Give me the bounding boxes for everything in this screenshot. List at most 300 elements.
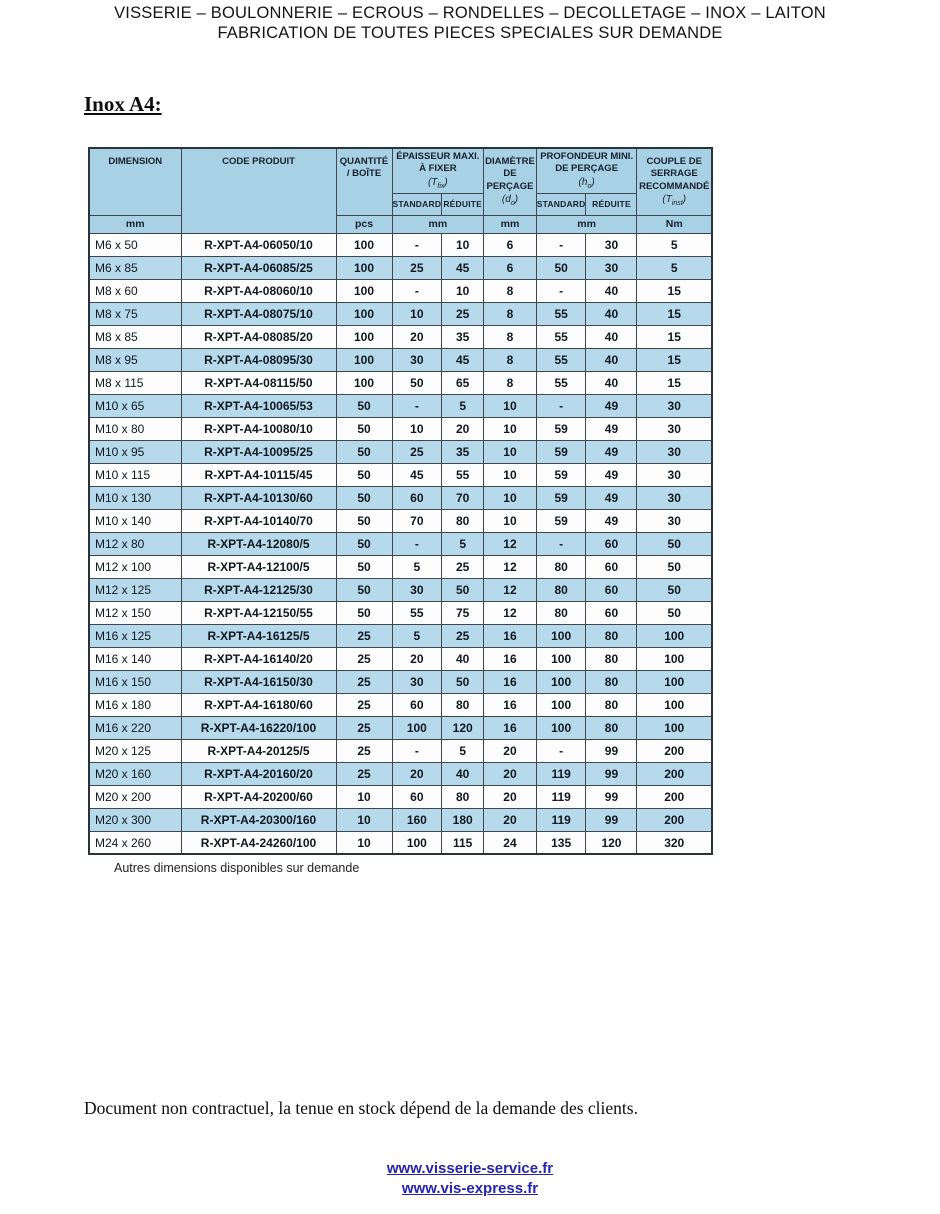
cell-profondeur-reduite: 120: [586, 831, 637, 854]
cell-couple: 5: [637, 256, 712, 279]
cell-code-produit: R-XPT-A4-12125/30: [181, 578, 336, 601]
cell-profondeur-standard: 100: [536, 670, 586, 693]
cell-profondeur-standard: 119: [536, 762, 586, 785]
cell-dimension: M16 x 220: [89, 716, 181, 739]
cell-couple: 30: [637, 486, 712, 509]
cell-couple: 100: [637, 693, 712, 716]
cell-epaisseur-reduite: 180: [442, 808, 484, 831]
cell-profondeur-standard: 59: [536, 463, 586, 486]
cell-profondeur-standard: 55: [536, 371, 586, 394]
table-row: [89, 348, 712, 371]
cell-profondeur-standard: 55: [536, 325, 586, 348]
cell-profondeur-standard: 59: [536, 486, 586, 509]
cell-diametre: 16: [484, 624, 537, 647]
cell-epaisseur-standard: 30: [392, 348, 442, 371]
cell-diametre: 12: [484, 555, 537, 578]
cell-profondeur-reduite: 99: [586, 739, 637, 762]
cell-profondeur-reduite: 99: [586, 808, 637, 831]
cell-profondeur-reduite: 40: [586, 279, 637, 302]
cell-code-produit: R-XPT-A4-20300/160: [181, 808, 336, 831]
cell-quantite: 100: [336, 233, 392, 256]
cell-couple: 15: [637, 348, 712, 371]
cell-epaisseur-standard: -: [392, 532, 442, 555]
cell-quantite: 50: [336, 486, 392, 509]
cell-code-produit: R-XPT-A4-16125/5: [181, 624, 336, 647]
cell-epaisseur-reduite: 5: [442, 739, 484, 762]
cell-epaisseur-reduite: 25: [442, 624, 484, 647]
cell-couple: 200: [637, 785, 712, 808]
cell-epaisseur-standard: 60: [392, 785, 442, 808]
cell-quantite: 50: [336, 509, 392, 532]
cell-quantite: 100: [336, 371, 392, 394]
cell-couple: 30: [637, 463, 712, 486]
cell-quantite: 25: [336, 716, 392, 739]
cell-dimension: M16 x 150: [89, 670, 181, 693]
cell-couple: 100: [637, 670, 712, 693]
cell-quantite: 100: [336, 325, 392, 348]
cell-code-produit: R-XPT-A4-06050/10: [181, 233, 336, 256]
cell-profondeur-reduite: 49: [586, 463, 637, 486]
cell-diametre: 8: [484, 371, 537, 394]
cell-diametre: 10: [484, 394, 537, 417]
cell-profondeur-standard: 80: [536, 555, 586, 578]
cell-dimension: M8 x 95: [89, 348, 181, 371]
cell-epaisseur-standard: -: [392, 394, 442, 417]
col-header-couple: COUPLE DE SERRAGE RECOMMANDÉ $(T_{inst})$: [637, 148, 712, 215]
cell-profondeur-standard: -: [536, 532, 586, 555]
cell-dimension: M20 x 300: [89, 808, 181, 831]
cell-profondeur-standard: 55: [536, 302, 586, 325]
footer-links: [0, 1159, 940, 1200]
page-header: [0, 3, 940, 43]
cell-diametre: 10: [484, 463, 537, 486]
cell-dimension: M8 x 75: [89, 302, 181, 325]
col-header-epaisseur: ÉPAISSEUR MAXI. À FIXER $(T_{fix})$: [392, 148, 484, 193]
cell-epaisseur-standard: 5: [392, 624, 442, 647]
cell-couple: 50: [637, 578, 712, 601]
cell-couple: 50: [637, 555, 712, 578]
cell-code-produit: R-XPT-A4-16140/20: [181, 647, 336, 670]
cell-dimension: M20 x 200: [89, 785, 181, 808]
cell-code-produit: R-XPT-A4-20200/60: [181, 785, 336, 808]
cell-code-produit: R-XPT-A4-20125/5: [181, 739, 336, 762]
subheader-epaisseur-reduite: RÉDUITE: [442, 193, 484, 215]
table-row: [89, 509, 712, 532]
cell-code-produit: R-XPT-A4-16150/30: [181, 670, 336, 693]
cell-profondeur-reduite: 80: [586, 670, 637, 693]
cell-diametre: 20: [484, 762, 537, 785]
product-table-container: [88, 147, 713, 855]
cell-profondeur-standard: 50: [536, 256, 586, 279]
cell-diametre: 16: [484, 693, 537, 716]
cell-diametre: 16: [484, 716, 537, 739]
col-header-code-produit: CODE PRODUIT: [181, 148, 336, 233]
cell-quantite: 25: [336, 693, 392, 716]
col-header-quantite: QUANTITÉ / BOÎTE: [336, 148, 392, 215]
cell-epaisseur-standard: 50: [392, 371, 442, 394]
table-row: [89, 831, 712, 854]
table-row: [89, 624, 712, 647]
cell-diametre: 12: [484, 578, 537, 601]
table-note: Autres dimensions disponibles sur demande: [114, 861, 360, 875]
cell-code-produit: R-XPT-A4-10080/10: [181, 417, 336, 440]
table-row: [89, 762, 712, 785]
cell-profondeur-reduite: 99: [586, 785, 637, 808]
cell-profondeur-standard: 119: [536, 785, 586, 808]
cell-quantite: 25: [336, 739, 392, 762]
cell-profondeur-reduite: 40: [586, 371, 637, 394]
subheader-profondeur-standard: STANDARD: [536, 193, 586, 215]
cell-dimension: M16 x 125: [89, 624, 181, 647]
cell-quantite: 100: [336, 302, 392, 325]
cell-diametre: 20: [484, 785, 537, 808]
cell-profondeur-standard: 100: [536, 624, 586, 647]
table-row: [89, 532, 712, 555]
cell-couple: 100: [637, 624, 712, 647]
cell-dimension: M12 x 150: [89, 601, 181, 624]
cell-dimension: M6 x 50: [89, 233, 181, 256]
cell-epaisseur-reduite: 55: [442, 463, 484, 486]
cell-couple: 100: [637, 716, 712, 739]
table-row: [89, 256, 712, 279]
cell-code-produit: R-XPT-A4-08060/10: [181, 279, 336, 302]
cell-code-produit: R-XPT-A4-10140/70: [181, 509, 336, 532]
cell-epaisseur-standard: 20: [392, 325, 442, 348]
cell-epaisseur-reduite: 115: [442, 831, 484, 854]
unit-epaisseur: mm: [392, 215, 484, 233]
cell-code-produit: R-XPT-A4-16180/60: [181, 693, 336, 716]
cell-epaisseur-standard: 55: [392, 601, 442, 624]
cell-profondeur-reduite: 60: [586, 532, 637, 555]
header-line-2: FABRICATION DE TOUTES PIECES SPECIALES SUR DEMANDE: [217, 24, 723, 43]
cell-epaisseur-reduite: 70: [442, 486, 484, 509]
cell-epaisseur-standard: 25: [392, 256, 442, 279]
cell-quantite: 50: [336, 532, 392, 555]
cell-diametre: 12: [484, 601, 537, 624]
cell-couple: 15: [637, 371, 712, 394]
table-row: [89, 578, 712, 601]
cell-couple: 50: [637, 532, 712, 555]
link-visserie-service[interactable]: www.visserie-service.fr: [386, 1160, 554, 1177]
cell-quantite: 25: [336, 624, 392, 647]
section-title: Inox A4:: [84, 92, 162, 116]
cell-epaisseur-standard: 60: [392, 693, 442, 716]
cell-epaisseur-reduite: 20: [442, 417, 484, 440]
cell-epaisseur-standard: 160: [392, 808, 442, 831]
cell-profondeur-standard: 119: [536, 808, 586, 831]
cell-code-produit: R-XPT-A4-08085/20: [181, 325, 336, 348]
cell-profondeur-standard: 100: [536, 693, 586, 716]
cell-profondeur-reduite: 49: [586, 486, 637, 509]
cell-quantite: 10: [336, 831, 392, 854]
table-row: [89, 785, 712, 808]
table-row: [89, 486, 712, 509]
symbol-tfix: $(T_{fix})$: [427, 176, 448, 190]
cell-couple: 15: [637, 279, 712, 302]
cell-dimension: M16 x 140: [89, 647, 181, 670]
cell-quantite: 50: [336, 440, 392, 463]
cell-dimension: M16 x 180: [89, 693, 181, 716]
cell-dimension: M10 x 115: [89, 463, 181, 486]
cell-code-produit: R-XPT-A4-20160/20: [181, 762, 336, 785]
table-row: [89, 693, 712, 716]
cell-profondeur-standard: 59: [536, 417, 586, 440]
cell-profondeur-reduite: 80: [586, 693, 637, 716]
cell-profondeur-reduite: 60: [586, 578, 637, 601]
table-row: [89, 808, 712, 831]
cell-epaisseur-reduite: 50: [442, 578, 484, 601]
cell-diametre: 10: [484, 509, 537, 532]
cell-quantite: 10: [336, 785, 392, 808]
cell-profondeur-reduite: 49: [586, 509, 637, 532]
cell-dimension: M20 x 125: [89, 739, 181, 762]
cell-profondeur-reduite: 99: [586, 762, 637, 785]
cell-profondeur-standard: 100: [536, 647, 586, 670]
cell-epaisseur-reduite: 10: [442, 279, 484, 302]
cell-epaisseur-standard: 30: [392, 578, 442, 601]
cell-dimension: M6 x 85: [89, 256, 181, 279]
cell-code-produit: R-XPT-A4-10095/25: [181, 440, 336, 463]
symbol-ho: $(h_o)$: [578, 176, 595, 190]
cell-couple: 5: [637, 233, 712, 256]
cell-dimension: M20 x 160: [89, 762, 181, 785]
cell-epaisseur-reduite: 25: [442, 555, 484, 578]
cell-quantite: 100: [336, 279, 392, 302]
cell-epaisseur-reduite: 80: [442, 693, 484, 716]
cell-quantite: 50: [336, 463, 392, 486]
cell-couple: 15: [637, 302, 712, 325]
cell-quantite: 10: [336, 808, 392, 831]
table-row: [89, 716, 712, 739]
cell-epaisseur-reduite: 40: [442, 762, 484, 785]
cell-epaisseur-reduite: 10: [442, 233, 484, 256]
cell-profondeur-reduite: 49: [586, 440, 637, 463]
cell-quantite: 50: [336, 394, 392, 417]
cell-diametre: 6: [484, 256, 537, 279]
cell-epaisseur-standard: 10: [392, 417, 442, 440]
cell-profondeur-reduite: 80: [586, 716, 637, 739]
cell-couple: 100: [637, 647, 712, 670]
cell-couple: 30: [637, 509, 712, 532]
cell-epaisseur-reduite: 5: [442, 394, 484, 417]
table-row: [89, 325, 712, 348]
cell-profondeur-standard: -: [536, 394, 586, 417]
cell-diametre: 10: [484, 486, 537, 509]
cell-epaisseur-standard: -: [392, 233, 442, 256]
unit-profondeur: mm: [536, 215, 637, 233]
cell-epaisseur-standard: 30: [392, 670, 442, 693]
cell-code-produit: R-XPT-A4-08075/10: [181, 302, 336, 325]
cell-quantite: 50: [336, 601, 392, 624]
cell-profondeur-standard: -: [536, 279, 586, 302]
table-row: [89, 601, 712, 624]
table-body: [89, 233, 712, 854]
cell-diametre: 10: [484, 440, 537, 463]
unit-dimension: mm: [89, 215, 181, 233]
cell-couple: 30: [637, 417, 712, 440]
cell-code-produit: R-XPT-A4-16220/100: [181, 716, 336, 739]
cell-code-produit: R-XPT-A4-10130/60: [181, 486, 336, 509]
cell-epaisseur-reduite: 80: [442, 509, 484, 532]
cell-epaisseur-standard: -: [392, 739, 442, 762]
cell-dimension: M8 x 60: [89, 279, 181, 302]
cell-profondeur-standard: 59: [536, 509, 586, 532]
cell-couple: 30: [637, 394, 712, 417]
cell-code-produit: R-XPT-A4-12080/5: [181, 532, 336, 555]
cell-epaisseur-reduite: 45: [442, 256, 484, 279]
table-row: [89, 279, 712, 302]
cell-profondeur-standard: -: [536, 739, 586, 762]
cell-code-produit: R-XPT-A4-10065/53: [181, 394, 336, 417]
cell-diametre: 20: [484, 739, 537, 762]
cell-profondeur-standard: 100: [536, 716, 586, 739]
cell-profondeur-reduite: 30: [586, 256, 637, 279]
cell-diametre: 8: [484, 325, 537, 348]
cell-profondeur-reduite: 40: [586, 325, 637, 348]
cell-couple: 15: [637, 325, 712, 348]
cell-quantite: 25: [336, 762, 392, 785]
cell-quantite: 25: [336, 647, 392, 670]
table-row: [89, 739, 712, 762]
cell-dimension: M10 x 80: [89, 417, 181, 440]
table-row: [89, 670, 712, 693]
cell-dimension: M8 x 85: [89, 325, 181, 348]
unit-couple: Nm: [637, 215, 712, 233]
table-row: [89, 417, 712, 440]
cell-profondeur-standard: 80: [536, 601, 586, 624]
subheader-epaisseur-standard: STANDARD: [392, 193, 442, 215]
table-row: [89, 371, 712, 394]
cell-profondeur-reduite: 80: [586, 647, 637, 670]
cell-couple: 50: [637, 601, 712, 624]
cell-epaisseur-reduite: 50: [442, 670, 484, 693]
cell-epaisseur-standard: -: [392, 279, 442, 302]
cell-couple: 30: [637, 440, 712, 463]
unit-quantite: pcs: [336, 215, 392, 233]
cell-profondeur-reduite: 40: [586, 348, 637, 371]
cell-epaisseur-reduite: 80: [442, 785, 484, 808]
col-header-profondeur: PROFONDEUR MINI. DE PERÇAGE $(h_o)$: [536, 148, 637, 193]
cell-diametre: 8: [484, 348, 537, 371]
cell-dimension: M12 x 80: [89, 532, 181, 555]
cell-profondeur-standard: 135: [536, 831, 586, 854]
cell-profondeur-standard: 55: [536, 348, 586, 371]
cell-diametre: 12: [484, 532, 537, 555]
cell-profondeur-reduite: 60: [586, 555, 637, 578]
subheader-profondeur-reduite: RÉDUITE: [586, 193, 637, 215]
table-row: [89, 302, 712, 325]
cell-dimension: M12 x 100: [89, 555, 181, 578]
cell-profondeur-reduite: 60: [586, 601, 637, 624]
cell-profondeur-reduite: 30: [586, 233, 637, 256]
cell-profondeur-reduite: 40: [586, 302, 637, 325]
cell-epaisseur-reduite: 40: [442, 647, 484, 670]
cell-epaisseur-standard: 20: [392, 647, 442, 670]
table-row: [89, 647, 712, 670]
cell-code-produit: R-XPT-A4-10115/45: [181, 463, 336, 486]
cell-diametre: 6: [484, 233, 537, 256]
disclaimer-text: Document non contractuel, la tenue en stock dépend de la demande des clients.: [84, 1098, 638, 1118]
cell-profondeur-standard: 59: [536, 440, 586, 463]
cell-diametre: 16: [484, 670, 537, 693]
cell-epaisseur-standard: 5: [392, 555, 442, 578]
cell-code-produit: R-XPT-A4-12150/55: [181, 601, 336, 624]
cell-epaisseur-reduite: 65: [442, 371, 484, 394]
cell-diametre: 16: [484, 647, 537, 670]
cell-epaisseur-standard: 100: [392, 831, 442, 854]
cell-code-produit: R-XPT-A4-06085/25: [181, 256, 336, 279]
col-header-dimension: DIMENSION: [89, 148, 181, 215]
cell-profondeur-standard: -: [536, 233, 586, 256]
cell-code-produit: R-XPT-A4-08115/50: [181, 371, 336, 394]
cell-diametre: 8: [484, 279, 537, 302]
cell-epaisseur-reduite: 35: [442, 325, 484, 348]
cell-profondeur-reduite: 49: [586, 394, 637, 417]
cell-dimension: M8 x 115: [89, 371, 181, 394]
table-row: [89, 463, 712, 486]
cell-dimension: M10 x 140: [89, 509, 181, 532]
cell-code-produit: R-XPT-A4-12100/5: [181, 555, 336, 578]
cell-epaisseur-standard: 10: [392, 302, 442, 325]
col-header-diametre: DIAMÈTRE DE PERÇAGE $(d_o)$: [484, 148, 537, 215]
link-vis-express[interactable]: www.vis-express.fr: [401, 1180, 539, 1198]
unit-diametre: mm: [484, 215, 537, 233]
cell-epaisseur-reduite: 75: [442, 601, 484, 624]
cell-epaisseur-reduite: 35: [442, 440, 484, 463]
cell-epaisseur-reduite: 5: [442, 532, 484, 555]
cell-diametre: 20: [484, 808, 537, 831]
cell-profondeur-reduite: 49: [586, 417, 637, 440]
cell-epaisseur-standard: 100: [392, 716, 442, 739]
cell-diametre: 24: [484, 831, 537, 854]
cell-quantite: 50: [336, 417, 392, 440]
cell-epaisseur-standard: 20: [392, 762, 442, 785]
cell-dimension: M10 x 130: [89, 486, 181, 509]
cell-code-produit: R-XPT-A4-08095/30: [181, 348, 336, 371]
cell-epaisseur-standard: 25: [392, 440, 442, 463]
cell-dimension: M10 x 95: [89, 440, 181, 463]
cell-quantite: 25: [336, 670, 392, 693]
cell-epaisseur-standard: 45: [392, 463, 442, 486]
cell-quantite: 50: [336, 555, 392, 578]
product-table: [88, 147, 713, 855]
cell-dimension: M24 x 260: [89, 831, 181, 854]
symbol-tinst: $(T_{inst})$: [662, 193, 687, 207]
cell-epaisseur-standard: 70: [392, 509, 442, 532]
table-row: [89, 555, 712, 578]
cell-diametre: 10: [484, 417, 537, 440]
symbol-do: $(d_o)$: [501, 193, 519, 207]
cell-quantite: 50: [336, 578, 392, 601]
table-row: [89, 394, 712, 417]
table-row: [89, 233, 712, 256]
cell-couple: 200: [637, 739, 712, 762]
cell-dimension: M10 x 65: [89, 394, 181, 417]
cell-quantite: 100: [336, 256, 392, 279]
cell-dimension: M12 x 125: [89, 578, 181, 601]
cell-epaisseur-reduite: 45: [442, 348, 484, 371]
cell-epaisseur-standard: 60: [392, 486, 442, 509]
header-line-1: VISSERIE – BOULONNERIE – ECROUS – RONDELLES – DECOLLETAGE – INOX – LAITON: [114, 4, 826, 22]
cell-profondeur-standard: 80: [536, 578, 586, 601]
cell-couple: 200: [637, 762, 712, 785]
cell-epaisseur-reduite: 120: [442, 716, 484, 739]
cell-profondeur-reduite: 80: [586, 624, 637, 647]
cell-couple: 200: [637, 808, 712, 831]
table-row: [89, 440, 712, 463]
cell-code-produit: R-XPT-A4-24260/100: [181, 831, 336, 854]
cell-quantite: 100: [336, 348, 392, 371]
